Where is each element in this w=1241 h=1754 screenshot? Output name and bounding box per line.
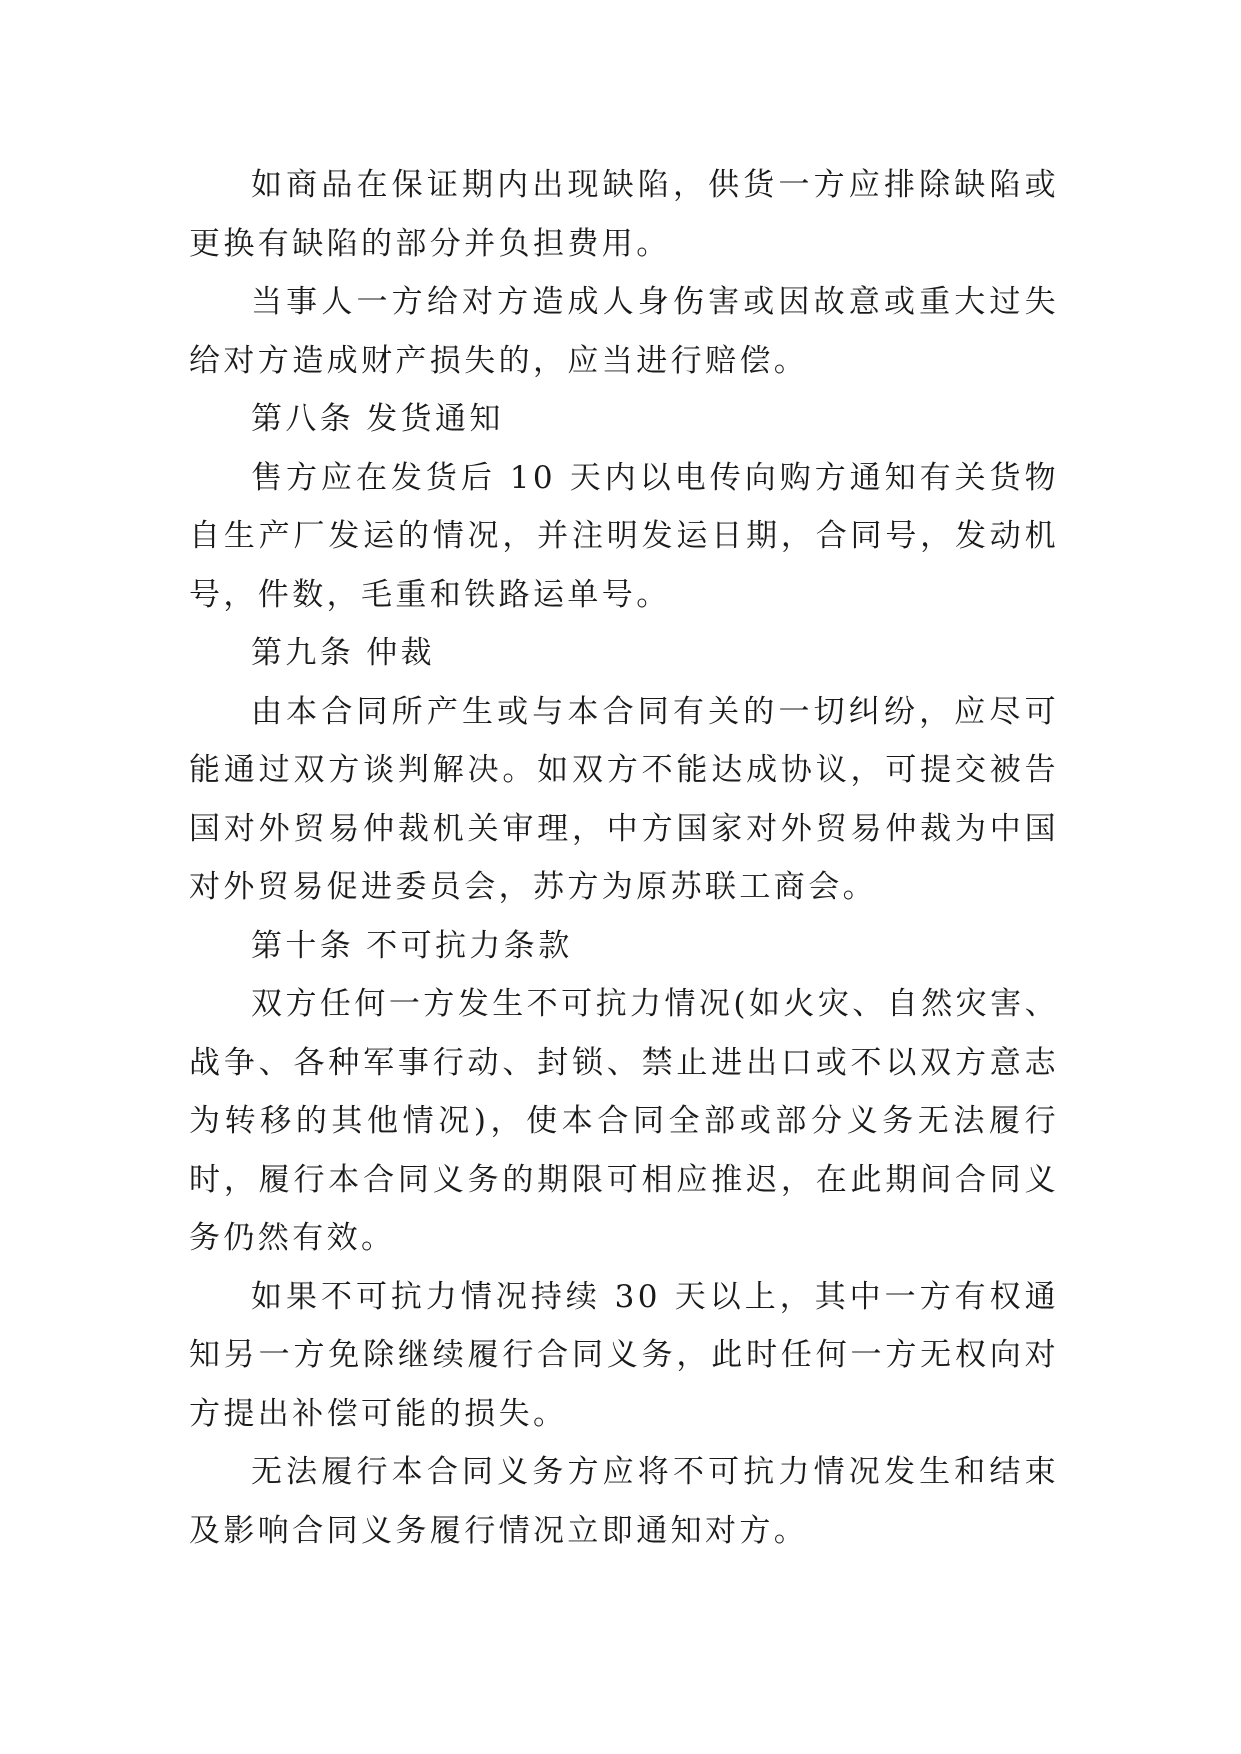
article-8-heading — [189, 390, 1059, 449]
article-9-heading — [189, 624, 1059, 683]
article-9-title: 仲裁 — [366, 635, 436, 671]
article-10-number: 第十条 — [251, 927, 355, 964]
article-8-number: 第八条 — [251, 401, 355, 437]
article-10-heading — [189, 917, 1059, 976]
paragraph-compensation: 当事人一方给对方造成人身伤害或因故意或重大过失给对方造成财产损失的，应当进行赔偿。 — [189, 284, 1059, 379]
paragraph-force-majeure-duration: 如果不可抗力情况持续 30 天以上，其中一方有权通知另一方免除继续履行合同义务，此时任何一方无权向对方提出补偿可能的损失。 — [189, 1278, 1059, 1432]
article-10-title: 不可抗力条款 — [366, 927, 573, 964]
paragraph-arbitration: 由本合同所产生或与本合同有关的一切纠纷，应尽可能通过双方谈判解决。如双方不能达成协议，可提交被告国对外贸易仲裁机关审理，中方国家对外贸易仲裁为中国对外贸易促进委员会，苏方为原苏联工商会。 — [189, 693, 1059, 905]
article-8-title: 发货通知 — [366, 401, 504, 437]
document-body — [189, 156, 1059, 1560]
article-9-number: 第九条 — [251, 635, 355, 671]
paragraph-shipping-notice: 售方应在发货后 10 天内以电传向购方通知有关货物自生产厂发运的情况，并注明发运日期，合同号，发动机号，件数，毛重和铁路运单号。 — [189, 459, 1059, 613]
paragraph-force-majeure: 双方任何一方发生不可抗力情况(如火灾、自然灾害、战争、各种军事行动、封锁、禁止进出口或不以双方意志为转移的其他情况)，使本合同全部或部分义务无法履行时，履行本合同义务的期限可相应推迟，在此期间合同义务仍然有效。 — [189, 986, 1059, 1256]
paragraph-force-majeure-notice: 无法履行本合同义务方应将不可抗力情况发生和结束及影响合同义务履行情况立即通知对方。 — [189, 1454, 1059, 1549]
paragraph-defect-warranty: 如商品在保证期内出现缺陷，供货一方应排除缺陷或更换有缺陷的部分并负担费用。 — [189, 167, 1059, 262]
